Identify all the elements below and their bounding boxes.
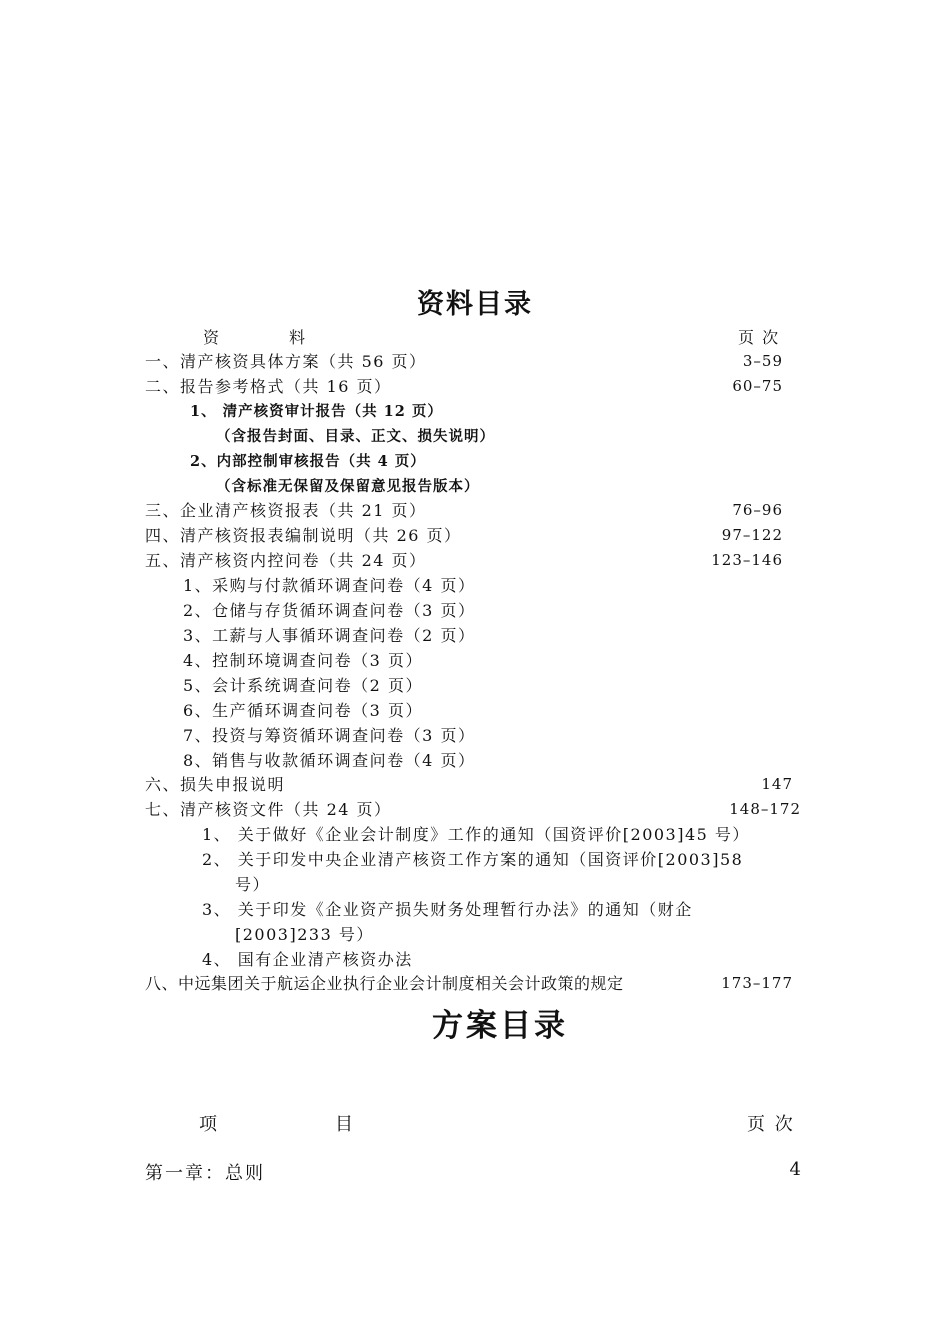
toc-sub-internal-control: 2、内部控制审核报告（共 4 页） <box>190 453 426 470</box>
materials-title: 资料目录 <box>417 289 533 320</box>
toc-questionnaire-7: 7、投资与筹资循环调查问卷（3 页） <box>183 726 476 745</box>
plan-chapter-1-page: 4 <box>789 1159 803 1180</box>
toc-document-2: 2、 关于印发中央企业清产核资工作方案的通知（国资评价[2003]58 <box>202 850 744 869</box>
toc-questionnaire-3: 3、工薪与人事循环调查问卷（2 页） <box>183 626 476 645</box>
toc-page-1: 3–59 <box>742 352 783 370</box>
toc-sub-audit-report: 1、 清产核资审计报告（共 12 页） <box>190 403 443 420</box>
toc-entry-4: 四、清产核资报表编制说明（共 26 页） <box>145 526 462 545</box>
materials-header-left-1: 资 <box>203 328 221 347</box>
toc-sub-audit-note: （含报告封面、目录、正文、损失说明） <box>216 428 495 445</box>
toc-entry-8: 八、中远集团关于航运企业执行企业会计制度相关会计政策的规定 <box>145 974 624 993</box>
toc-document-1: 1、 关于做好《企业会计制度》工作的通知（国资评价[2003]45 号） <box>202 825 750 844</box>
toc-document-3-cont: [2003]233 号） <box>235 925 374 944</box>
plan-title: 方案目录 <box>432 1008 568 1044</box>
toc-questionnaire-6: 6、生产循环调查问卷（3 页） <box>183 701 423 720</box>
plan-chapter-1: 第一章：总则 <box>145 1163 265 1184</box>
toc-document-4: 4、 国有企业清产核资办法 <box>202 950 413 969</box>
toc-page-7: 148–172 <box>729 800 801 818</box>
toc-questionnaire-2: 2、仓储与存货循环调查问卷（3 页） <box>183 601 476 620</box>
toc-entry-2: 二、报告参考格式（共 16 页） <box>145 377 392 396</box>
toc-page-8: 173–177 <box>721 974 793 992</box>
toc-questionnaire-5: 5、会计系统调查问卷（2 页） <box>183 676 423 695</box>
plan-header-right: 页 次 <box>747 1114 795 1135</box>
toc-entry-6: 六、损失申报说明 <box>145 775 286 794</box>
toc-entry-3: 三、企业清产核资报表（共 21 页） <box>145 501 427 520</box>
plan-header-left-1: 项 <box>199 1114 219 1135</box>
toc-page-3: 76–96 <box>732 501 783 519</box>
toc-document-2-cont: 号） <box>235 875 271 894</box>
toc-entry-1: 一、清产核资具体方案（共 56 页） <box>145 352 427 371</box>
toc-questionnaire-8: 8、销售与收款循环调查问卷（4 页） <box>183 751 476 770</box>
toc-page-4: 97–122 <box>721 526 783 544</box>
plan-header-left-2: 目 <box>335 1114 355 1135</box>
toc-page-5: 123–146 <box>711 551 783 569</box>
materials-header-left-2: 料 <box>289 328 307 347</box>
toc-questionnaire-1: 1、采购与付款循环调查问卷（4 页） <box>183 576 476 595</box>
toc-document-3: 3、 关于印发《企业资产损失财务处理暂行办法》的通知（财企 <box>202 900 693 919</box>
toc-entry-7: 七、清产核资文件（共 24 页） <box>145 800 392 819</box>
toc-sub-internal-note: （含标准无保留及保留意见报告版本） <box>216 478 480 495</box>
toc-entry-5: 五、清产核资内控问卷（共 24 页） <box>145 551 427 570</box>
materials-header-right: 页 次 <box>738 328 780 347</box>
toc-questionnaire-4: 4、控制环境调查问卷（3 页） <box>183 651 423 670</box>
toc-page-6: 147 <box>761 775 793 793</box>
toc-page-2: 60–75 <box>732 377 783 395</box>
